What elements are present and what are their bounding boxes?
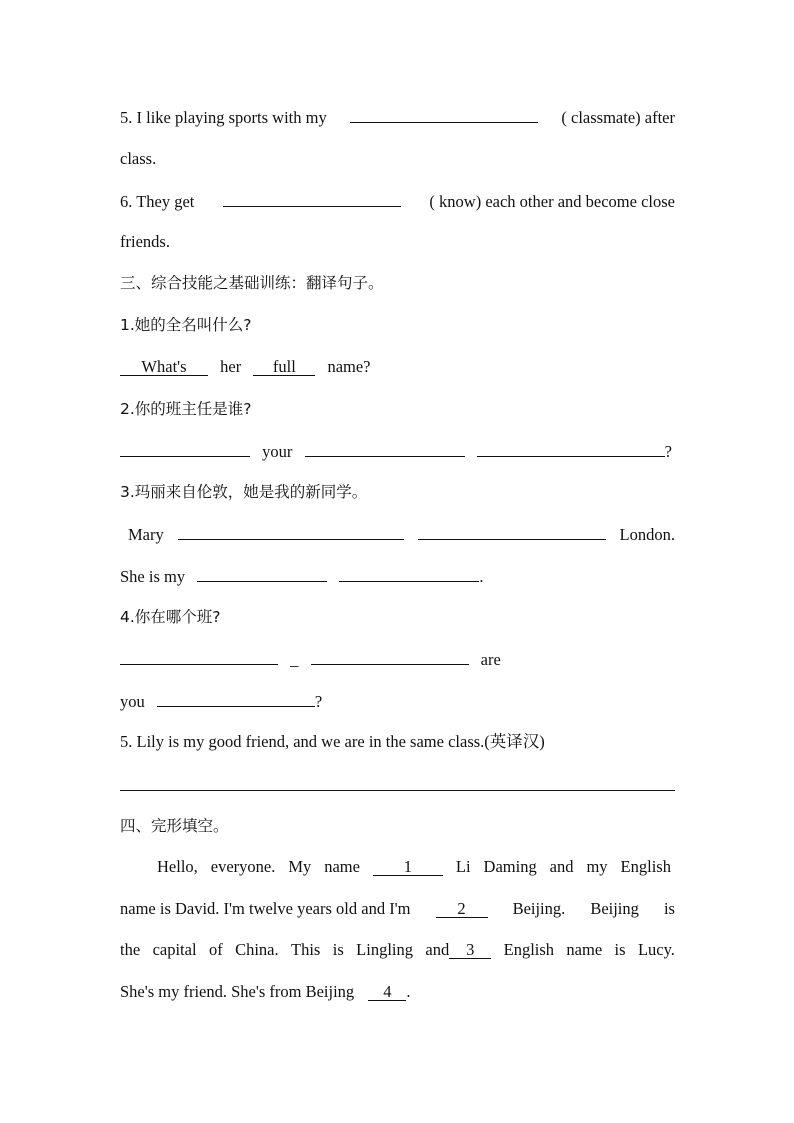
cloze-blank-4[interactable]: 4 [368, 984, 406, 1001]
translation-3-blank-1[interactable] [178, 523, 404, 540]
translation-2-chinese: 2.你的班主任是谁? [120, 400, 252, 418]
translation-1-chinese: 1.她的全名叫什么? [120, 316, 252, 334]
cloze-word: China. [235, 940, 279, 959]
translation-3-word-london: London. [619, 525, 675, 544]
exercise-5-hint: ( classmate) after [561, 108, 675, 127]
exercise-5-blank[interactable] [350, 106, 538, 123]
cloze-word: Hello, [157, 857, 198, 876]
cloze-word: name [566, 940, 603, 959]
exercise-6-blank[interactable] [223, 190, 401, 207]
translation-4-underscore: _ [290, 650, 299, 669]
exercise-5-text: 5. I like playing sports with my [120, 108, 327, 127]
translation-5-answer-line[interactable] [120, 790, 675, 791]
translation-3-blank-4[interactable] [339, 565, 479, 582]
translation-4-blank-1[interactable] [120, 648, 278, 665]
translation-4-blank-3[interactable] [157, 690, 315, 707]
cloze-blank-1[interactable]: 1 [373, 859, 443, 876]
cloze-blank-2[interactable]: 2 [436, 901, 488, 918]
translation-1-word-her: her [220, 357, 242, 376]
cloze-paragraph-line-1 [157, 856, 671, 878]
cloze-word: is [332, 940, 344, 959]
cloze-and-blank-3-group [425, 939, 491, 961]
section-4-title: 四、完形填空。 [120, 817, 229, 835]
section-3-title: 三、综合技能之基础训练：翻译句子。 [120, 274, 384, 292]
cloze-word: English [503, 940, 555, 959]
cloze-paragraph-line-2 [120, 898, 675, 920]
translation-4-word-are: are [480, 650, 501, 669]
cloze-blank-3[interactable]: 3 [449, 942, 491, 959]
cloze-word: and [549, 857, 574, 876]
cloze-word: name [324, 857, 360, 876]
cloze-paragraph-line-4 [120, 981, 675, 1003]
translation-2-blank-3[interactable] [477, 440, 665, 457]
translation-4-word-you: you [120, 692, 145, 711]
translation-3-blank-2[interactable] [418, 523, 606, 540]
cloze-word: everyone. [210, 857, 276, 876]
translation-3-end: . [479, 567, 484, 586]
translation-2-blank-2[interactable] [305, 440, 465, 457]
translation-1-word-name: name? [327, 357, 371, 376]
translation-4-end: ? [314, 692, 323, 711]
cloze-end: . [406, 982, 411, 1001]
translation-2-blank-1[interactable] [120, 440, 250, 457]
cloze-word: Lucy. [637, 940, 675, 959]
exercise-6-text: 6. They get [120, 192, 195, 211]
translation-1-blank-2[interactable]: full [253, 359, 315, 376]
translation-4-chinese: 4.你在哪个班? [120, 608, 221, 626]
cloze-word: capital [152, 940, 197, 959]
translation-3-blank-3[interactable] [197, 565, 327, 582]
cloze-word: and [425, 940, 450, 959]
cloze-text: She's my friend. She's from Beijing [120, 982, 355, 1001]
translation-3-word-mary: Mary [128, 525, 164, 544]
cloze-word: Beijing [590, 899, 639, 918]
cloze-word: Lingling [356, 940, 413, 959]
translation-4-answer-line-1 [120, 648, 675, 671]
exercise-5-line-1 [120, 106, 675, 129]
translation-3-answer-line-1 [120, 523, 675, 546]
translation-1-answer [120, 356, 675, 378]
cloze-word: English [620, 857, 671, 876]
translation-3-answer-line-2 [120, 565, 675, 588]
cloze-word: Li [455, 857, 471, 876]
cloze-word: Daming [483, 857, 537, 876]
translation-1-blank-1[interactable]: What's [120, 359, 208, 376]
cloze-word: the [120, 940, 141, 959]
translation-2-word-your: your [262, 442, 293, 461]
cloze-word: is [614, 940, 626, 959]
exercise-5-line-2: class. [120, 149, 157, 168]
translation-4-blank-2[interactable] [311, 648, 469, 665]
exercise-6-hint: ( know) each other and become close [429, 192, 675, 211]
translation-2-answer [120, 440, 675, 463]
cloze-word: of [208, 940, 223, 959]
cloze-word: This [291, 940, 321, 959]
translation-4-answer-line-2 [120, 690, 675, 713]
exercise-6-line-1 [120, 190, 675, 213]
translation-2-end: ? [664, 442, 672, 461]
cloze-paragraph-line-3 [120, 939, 675, 961]
cloze-text: name is David. I'm twelve years old and I'm [120, 899, 411, 918]
cloze-word: My [288, 857, 312, 876]
translation-3-she-is-my: She is my [120, 567, 186, 586]
translation-5-english: 5. Lily is my good friend, and we are in the same class.(英译汉) [120, 732, 545, 751]
cloze-word: my [586, 857, 608, 876]
translation-3-chinese: 3.玛丽来自伦敦，她是我的新同学。 [120, 483, 368, 501]
cloze-word: Beijing. [512, 899, 566, 918]
exercise-6-line-2: friends. [120, 232, 170, 251]
cloze-word: is [663, 899, 675, 918]
